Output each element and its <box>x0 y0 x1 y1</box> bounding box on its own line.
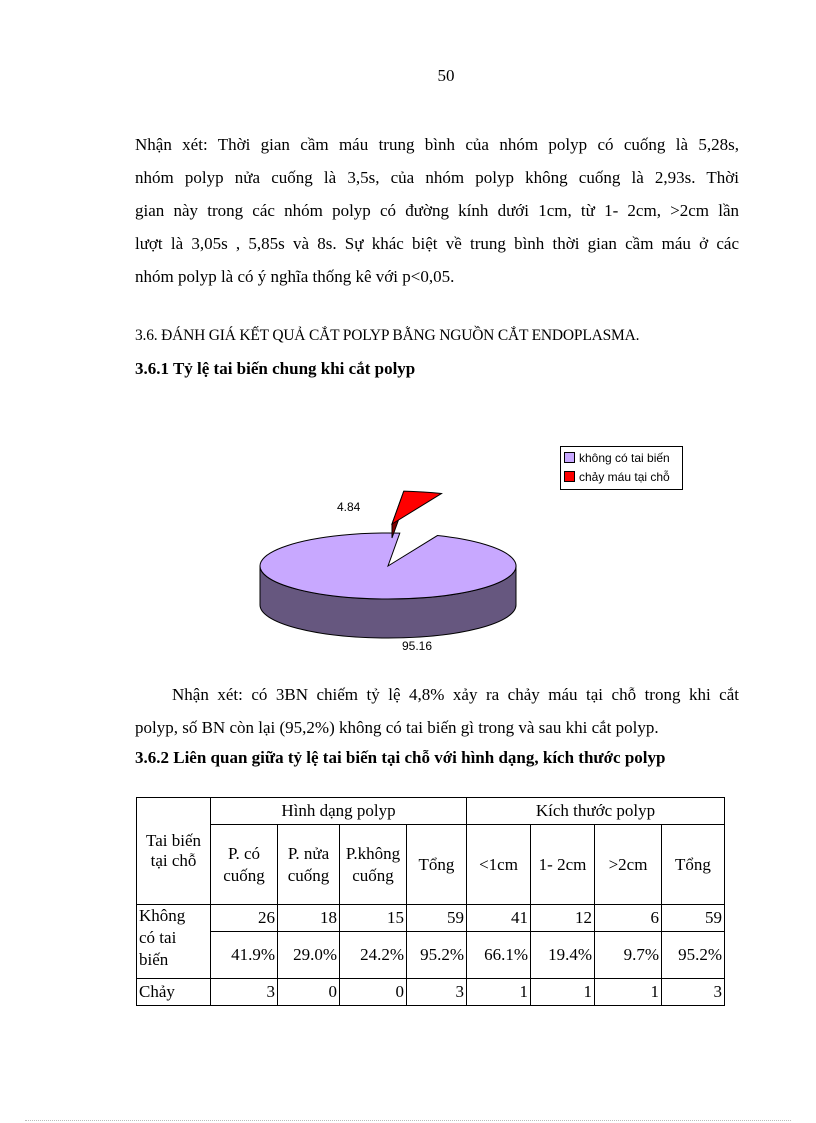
column-header: >2cm <box>595 825 662 905</box>
count-cell: 6 <box>595 905 662 932</box>
comment-paragraph-2 <box>135 678 739 744</box>
text-line: lượt là 3,05s , 5,85s và 8s. Sự khác biệt về trung bình thời gian cầm máu ở các <box>135 234 739 253</box>
header-text: tại chỗ <box>150 851 197 870</box>
header-text: Tai biến <box>146 831 201 850</box>
percent-cell: 66.1% <box>467 932 531 979</box>
column-header: P.không cuống <box>340 825 407 905</box>
count-cell: 0 <box>278 979 340 1006</box>
text-line: nhóm polyp là có ý nghĩa thống kê với p<0,05. <box>135 267 455 286</box>
column-header: P. có cuống <box>211 825 278 905</box>
text-line: nhóm polyp nửa cuống là 3,5s, của nhóm polyp không cuống là 2,93s. Thời <box>135 168 739 187</box>
group-header-size: Kích thước polyp <box>467 798 725 825</box>
percent-cell: 9.7% <box>595 932 662 979</box>
text-line: polyp, số BN còn lại (95,2%) không có tai biến gì trong và sau khi cắt polyp. <box>135 718 659 737</box>
pie-slice-bleeding <box>392 491 441 524</box>
percent-cell: 19.4% <box>531 932 595 979</box>
column-header: 1- 2cm <box>531 825 595 905</box>
page-footer-rule <box>25 1120 791 1121</box>
pie-slices <box>260 491 516 638</box>
section-heading-3-6: 3.6. ĐÁNH GIÁ KẾT QUẢ CẮT POLYP BẰNG NGUỒN CẮT ENDOPLASMA. <box>135 327 640 344</box>
count-cell: 1 <box>531 979 595 1006</box>
row-label-khong: Không có tai biến <box>137 905 211 979</box>
section-heading-3-6-2: 3.6.2 Liên quan giữa tỷ lệ tai biến tại chỗ với hình dạng, kích thước polyp <box>135 748 666 767</box>
count-cell: 3 <box>211 979 278 1006</box>
row-header-cell <box>137 798 211 905</box>
count-cell: 0 <box>340 979 407 1006</box>
legend-label: không có tai biến <box>579 451 670 465</box>
text-line: gian này trong các nhóm polyp có đường kính dưới 1cm, từ 1- 2cm, >2cm lần <box>135 201 739 220</box>
count-cell: 18 <box>278 905 340 932</box>
count-cell: 12 <box>531 905 595 932</box>
legend-swatch <box>564 471 575 482</box>
percent-cell: 95.2% <box>662 932 725 979</box>
group-header-shape: Hình dạng polyp <box>211 798 467 825</box>
complication-table <box>136 797 725 1006</box>
count-cell: 41 <box>467 905 531 932</box>
comment-paragraph-1 <box>135 128 739 293</box>
text-line: Nhận xét: có 3BN chiếm tỷ lệ 4,8% xảy ra chảy máu tại chỗ trong khi cắt <box>172 685 739 704</box>
column-header: <1cm <box>467 825 531 905</box>
row-label-chay: Chảy <box>137 979 211 1006</box>
legend-swatch <box>564 452 575 463</box>
count-cell: 59 <box>407 905 467 932</box>
column-header: Tổng <box>407 825 467 905</box>
section-heading-3-6-1: 3.6.1 Tỷ lệ tai biến chung khi cắt polyp <box>135 359 416 378</box>
percent-cell: 24.2% <box>340 932 407 979</box>
column-header: P. nửa cuống <box>278 825 340 905</box>
count-cell: 1 <box>467 979 531 1006</box>
legend-item <box>564 469 670 485</box>
legend-label: chảy máu tại chỗ <box>579 470 670 484</box>
count-cell: 3 <box>662 979 725 1006</box>
pie-chart <box>250 440 540 660</box>
count-cell: 26 <box>211 905 278 932</box>
percent-cell: 95.2% <box>407 932 467 979</box>
text-line: Nhận xét: Thời gian cầm máu trung bình của nhóm polyp có cuống là 5,28s, <box>135 135 739 154</box>
percent-cell: 41.9% <box>211 932 278 979</box>
count-cell: 59 <box>662 905 725 932</box>
chart-legend <box>560 446 683 490</box>
data-label-large-slice: 95.16 <box>402 639 433 653</box>
percent-cell: 29.0% <box>278 932 340 979</box>
pie-slice-no-complication <box>260 533 516 599</box>
count-cell: 15 <box>340 905 407 932</box>
data-label-small-slice: 4.84 <box>337 500 361 514</box>
count-cell: 1 <box>595 979 662 1006</box>
page-number: 50 <box>437 66 455 85</box>
count-cell: 3 <box>407 979 467 1006</box>
legend-item <box>564 450 670 466</box>
column-header: Tổng <box>662 825 725 905</box>
